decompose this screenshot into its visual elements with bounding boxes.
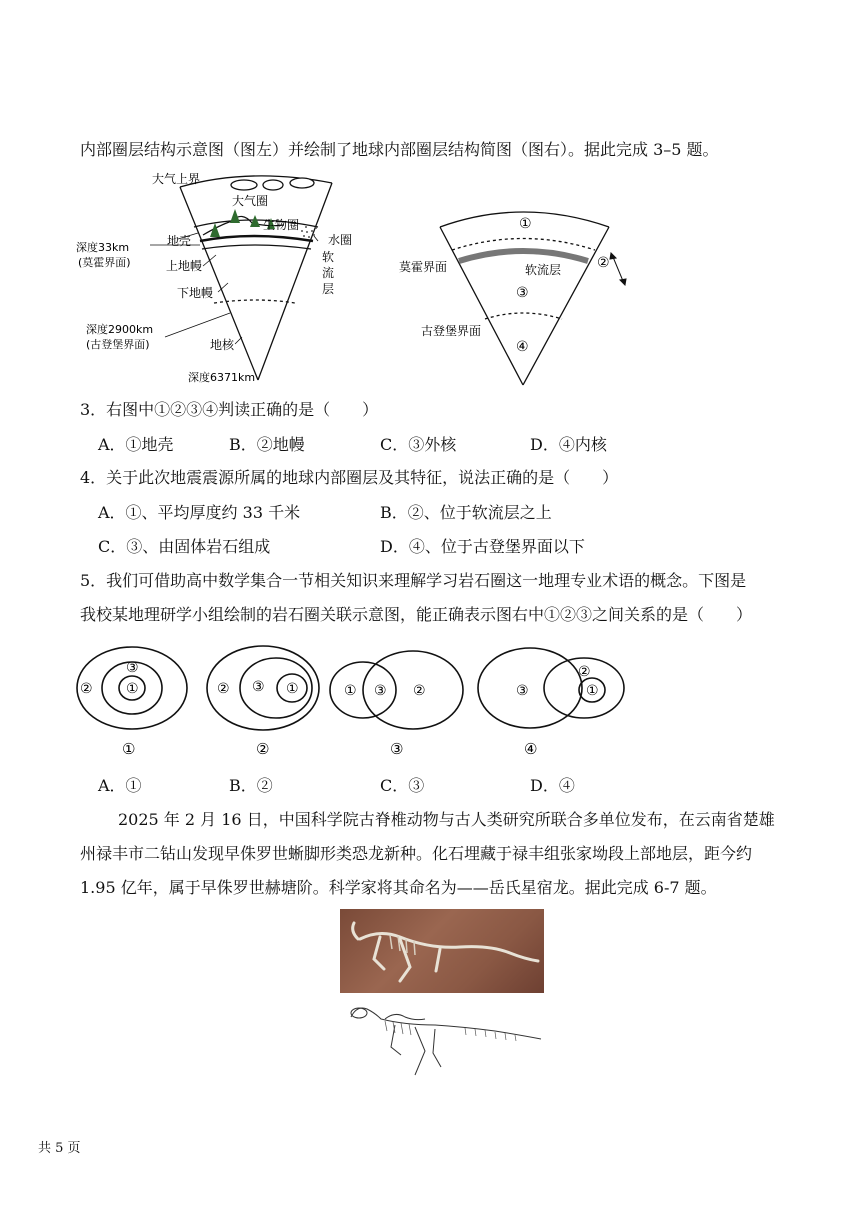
diagram-label-4: ④ — [524, 740, 538, 758]
q5-option-a[interactable]: A．① — [98, 776, 142, 795]
d3-label-3: ③ — [374, 683, 387, 699]
d1-label-3: ③ — [126, 660, 139, 676]
q3-option-b[interactable]: B．②地幔 — [229, 435, 305, 454]
label-moho-right: 莫霍界面 — [399, 260, 448, 274]
q5-option-c[interactable]: C．③ — [380, 776, 425, 795]
intro-line: 内部圈层结构示意图（图左）并绘制了地球内部圈层结构简图（图右）。据此完成 3–5 题。 — [80, 140, 719, 159]
label-n4: ④ — [516, 339, 529, 355]
d3-label-2: ② — [413, 683, 426, 699]
page-footer: 共 5 页 — [38, 1141, 81, 1156]
label-hydrosphere: 水圈 — [328, 233, 353, 247]
diagram-label-3: ③ — [390, 740, 404, 758]
q5-option-d[interactable]: D．④ — [530, 776, 575, 795]
set-relation-diagrams — [70, 640, 630, 765]
q3-option-c[interactable]: C．③外核 — [380, 435, 457, 454]
label-soft-3: 层 — [322, 282, 335, 296]
d2-label-2: ② — [217, 681, 230, 697]
label-asthenosphere: 软流层 — [525, 263, 562, 277]
d4-label-2: ② — [578, 664, 591, 680]
q4-option-a[interactable]: A．①、平均厚度约 33 千米 — [98, 503, 301, 522]
passage-line1: 2025 年 2 月 16 日，中国科学院古脊椎动物与古人类研究所联合多单位发布，在云南省楚雄 — [118, 810, 775, 829]
label-moho: (莫霍界面) — [78, 256, 131, 269]
d4-label-1: ① — [586, 683, 599, 699]
d3-label-1: ① — [344, 683, 357, 699]
q5-option-b[interactable]: B．② — [229, 776, 273, 795]
d4-label-3: ③ — [516, 683, 529, 699]
d1-label-1: ① — [126, 681, 139, 697]
q4-option-b[interactable]: B．②、位于软流层之上 — [380, 503, 552, 522]
skeleton-drawing — [345, 995, 545, 1080]
label-gutenberg-right: 古登堡界面 — [421, 324, 482, 338]
earth-layer-diagram-left — [70, 165, 370, 390]
label-soft-1: 软 — [322, 250, 335, 264]
q3-option-d[interactable]: D．④内核 — [530, 435, 607, 454]
q3-option-a[interactable]: A．①地壳 — [98, 435, 174, 454]
label-biosphere: 生物圈 — [263, 218, 300, 232]
label-depth6371: 深度6371km — [188, 371, 256, 384]
passage-line2: 州禄丰市二钻山发现早侏罗世蜥脚形类恐龙新种。化石埋藏于禄丰组张家坳段上部地层，距今约 — [80, 844, 753, 863]
question-5-stem-line1: 5．我们可借助高中数学集合一节相关知识来理解学习岩石圈这一地理专业术语的概念。下图是 — [80, 571, 747, 590]
earth-layer-diagram-right — [395, 195, 640, 390]
label-depth33: 深度33km — [76, 241, 130, 254]
label-n1: ① — [519, 216, 532, 232]
label-n3: ③ — [516, 285, 529, 301]
label-crust: 地壳 — [167, 234, 192, 248]
diagram-label-2: ② — [256, 740, 270, 758]
d2-label-3: ③ — [252, 679, 265, 695]
label-lower-mantle: 下地幔 — [177, 286, 214, 300]
thickness-arrow — [610, 253, 626, 285]
fossil-photo — [340, 909, 544, 993]
label-upper-atmos: 大气上界 — [152, 172, 201, 186]
label-soft-2: 流 — [322, 266, 335, 280]
label-atmosphere: 大气圈 — [232, 194, 269, 208]
question-5-stem-line2: 我校某地理研学小组绘制的岩石圈关联示意图，能正确表示图右中①②③之间关系的是（ ） — [80, 605, 753, 624]
question-3-stem: 3．右图中①②③④判读正确的是（ ） — [80, 400, 379, 419]
label-core: 地核 — [210, 338, 235, 352]
passage-line3: 1.95 亿年，属于早侏罗世赫塘阶。科学家将其命名为——岳氏星宿龙。据此完成 6-7 题。 — [80, 878, 717, 897]
cloud-icon — [231, 178, 314, 190]
label-depth2900: 深度2900km — [86, 323, 154, 336]
question-4-stem: 4．关于此次地震震源所属的地球内部圈层及其特征，说法正确的是（ ） — [80, 468, 619, 487]
q4-option-c[interactable]: C．③、由固体岩石组成 — [98, 537, 271, 556]
label-n2: ② — [597, 255, 610, 271]
d2-label-1: ① — [286, 681, 299, 697]
label-gutenberg: (古登堡界面) — [86, 338, 150, 351]
q4-option-d[interactable]: D．④、位于古登堡界面以下 — [380, 537, 585, 556]
label-upper-mantle: 上地幔 — [166, 259, 203, 273]
diagram-label-1: ① — [122, 740, 136, 758]
d1-label-2: ② — [80, 681, 93, 697]
